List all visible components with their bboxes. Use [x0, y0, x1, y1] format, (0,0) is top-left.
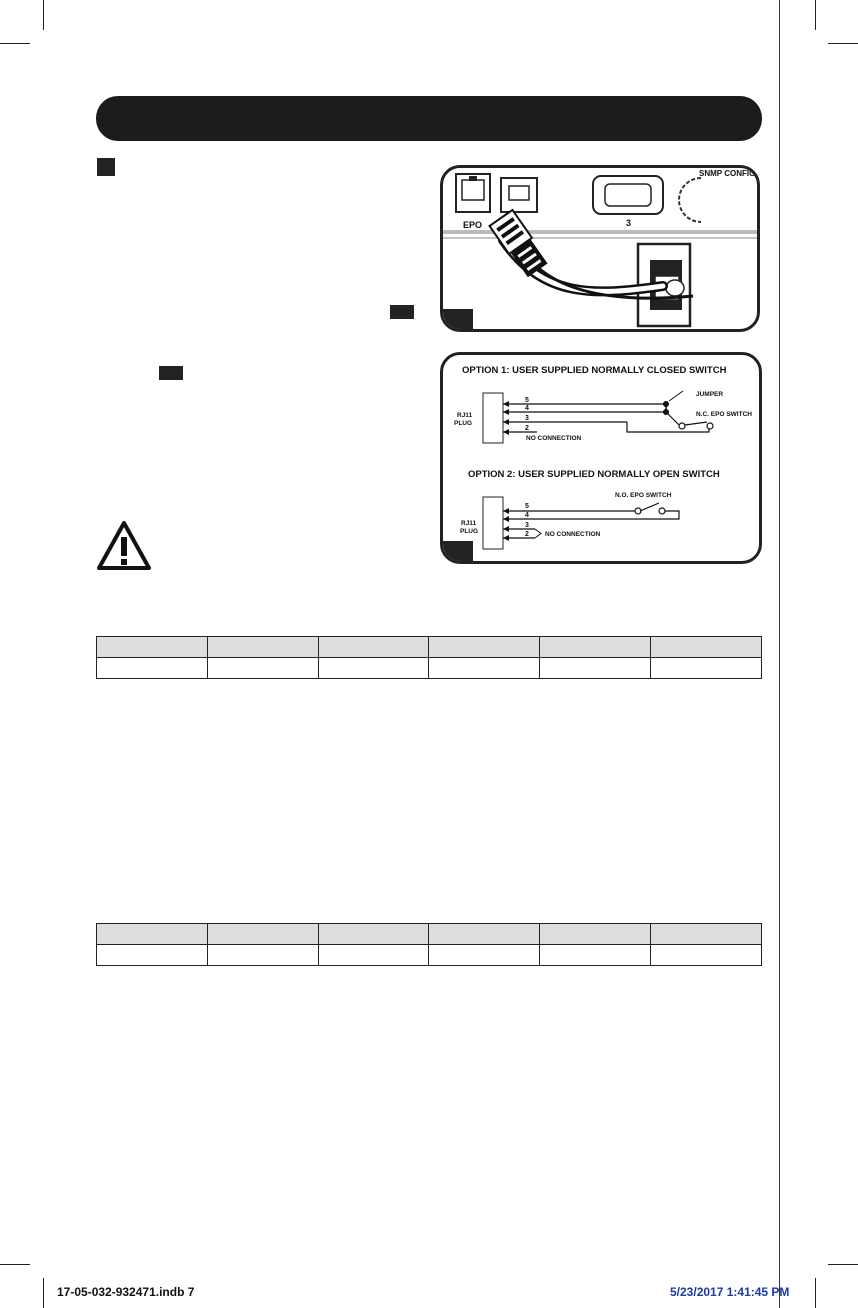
table-cell [651, 945, 762, 966]
table-header-row [97, 637, 762, 658]
table-cell [318, 658, 429, 679]
table-cell [429, 637, 540, 658]
crop-mark [815, 1278, 816, 1308]
option2-pin-5: 5 [525, 503, 529, 510]
option2-no-connection-label: NO CONNECTION [545, 531, 601, 538]
table-cell [318, 924, 429, 945]
table-cell [429, 945, 540, 966]
epo-wiring-diagram-panel [440, 352, 762, 564]
table-cell [540, 637, 651, 658]
option1-rj11-plug [483, 393, 503, 443]
option1-pin-3: 3 [525, 415, 529, 422]
table-cell [651, 924, 762, 945]
section-header-bar [96, 96, 762, 141]
spec-table-1 [96, 636, 762, 679]
table-cell [540, 924, 651, 945]
option2-title: OPTION 2: USER SUPPLIED NORMALLY OPEN SWITCH [468, 469, 720, 480]
crop-mark [0, 43, 30, 44]
option2-plug-label-1: RJ11 [461, 520, 477, 527]
table-cell [651, 658, 762, 679]
crop-mark [43, 0, 44, 30]
port-label-epo: EPO [463, 220, 483, 230]
option2-pin-4: 4 [525, 512, 529, 519]
table-cell [97, 945, 208, 966]
crop-mark [828, 1264, 858, 1265]
table-cell [318, 945, 429, 966]
table-header-row [97, 924, 762, 945]
table-cell [207, 945, 318, 966]
spec-table-2 [96, 923, 762, 966]
table-cell [540, 658, 651, 679]
binding-line [779, 0, 780, 1308]
option2-plug-label-2: PLUG [460, 528, 479, 535]
table-row [97, 945, 762, 966]
figure-tag [443, 541, 473, 561]
table-cell [318, 637, 429, 658]
footer-filename: 17-05-032-932471.indb 7 [57, 1285, 195, 1299]
option1-pin-2: 2 [525, 425, 529, 432]
warning-triangle-icon [96, 520, 152, 572]
figure-tag [443, 309, 473, 329]
jumper-label: JUMPER [696, 391, 724, 398]
table-cell [97, 658, 208, 679]
table-cell [207, 658, 318, 679]
figure-reference-tag [159, 366, 183, 380]
option1-pin-5: 5 [525, 397, 529, 404]
crop-mark [815, 0, 816, 30]
option2-pin-3: 3 [525, 522, 529, 529]
option1-title: OPTION 1: USER SUPPLIED NORMALLY CLOSED SWITCH [462, 365, 727, 376]
table-row [97, 658, 762, 679]
port-label-snmp: SNMP CONFIG [699, 169, 756, 178]
table-cell [97, 637, 208, 658]
port-label-3: 3 [626, 218, 632, 228]
nc-switch-label: N.C. EPO SWITCH [696, 411, 752, 418]
table-cell [429, 658, 540, 679]
crop-mark [43, 1278, 44, 1308]
table-cell [207, 924, 318, 945]
option2-pin-2: 2 [525, 531, 529, 538]
crop-mark [828, 43, 858, 44]
option1-plug-label-2: PLUG [454, 420, 473, 427]
epo-port-illustration [443, 168, 760, 332]
figure-reference-tag [390, 305, 414, 319]
table-cell [429, 924, 540, 945]
epo-wiring-diagram [443, 355, 762, 564]
option1-pin-4: 4 [525, 405, 529, 412]
epo-port-photo-panel [440, 165, 760, 332]
step-number-box [97, 158, 115, 176]
table-cell [651, 637, 762, 658]
footer-timestamp: 5/23/2017 1:41:45 PM [670, 1285, 790, 1299]
option2-rj11-plug [483, 497, 503, 549]
table-cell [97, 924, 208, 945]
table-cell [540, 945, 651, 966]
option1-plug-label-1: RJ11 [457, 412, 473, 419]
crop-mark [0, 1264, 30, 1265]
table-cell [207, 637, 318, 658]
option1-no-connection-label: NO CONNECTION [526, 435, 582, 442]
no-switch-label: N.O. EPO SWITCH [615, 492, 672, 499]
